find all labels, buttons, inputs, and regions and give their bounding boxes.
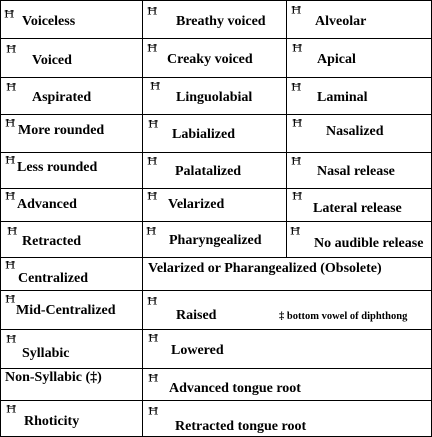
cell-label: Retracted [22, 234, 82, 249]
linguolabial-diacritic-icon: ꟸ [150, 79, 161, 101]
voiced-diacritic-icon: ꟸ [6, 42, 17, 64]
table-cell-span [142, 290, 432, 329]
table-cell [142, 152, 286, 188]
cell-label: Less rounded [17, 160, 98, 175]
aspirated-diacritic-icon: ꟸ [6, 80, 17, 102]
table-cell [0, 400, 142, 436]
palatalized-diacritic-icon: ꟸ [147, 154, 158, 176]
table-cell [286, 221, 432, 257]
no-audible-release-diacritic-icon: ꟸ [290, 224, 301, 246]
table-cell [286, 152, 432, 188]
cell-label: Centralized [18, 271, 88, 286]
less-rounded-diacritic-icon: ꟸ [5, 153, 16, 175]
syllabic-diacritic-icon: ꟸ [6, 332, 17, 354]
rhoticity-diacritic-icon: ꟸ [6, 402, 17, 424]
lateral-release-diacritic-icon: ꟸ [292, 189, 303, 211]
cell-label: No audible release [314, 236, 424, 251]
cell-label: Apical [317, 52, 356, 67]
table-cell [0, 188, 142, 221]
table-cell [0, 152, 142, 188]
table-cell [142, 0, 286, 38]
cell-label: More rounded [18, 123, 105, 138]
cell-label: Palatalized [175, 164, 242, 179]
table-cell [142, 77, 286, 114]
table-cell-span [142, 368, 432, 400]
cell-label: Linguolabial [176, 90, 253, 105]
table-cell [286, 0, 432, 38]
table-cell [0, 368, 142, 400]
nasalized-diacritic-icon: ꟸ [292, 116, 303, 138]
breathy-voiced-diacritic-icon: ꟸ [147, 4, 158, 26]
cell-label: Laminal [317, 90, 368, 105]
table-cell [142, 188, 286, 221]
nasal-release-diacritic-icon: ꟸ [291, 154, 302, 176]
cell-label: Rhoticity [24, 414, 80, 429]
cell-label: Advanced tongue root [169, 381, 301, 396]
velarized-diacritic-icon: ꟸ [147, 189, 158, 211]
mid-centralized-diacritic-icon: ꟸ [5, 292, 16, 314]
table-cell-span [142, 400, 432, 436]
lowered-diacritic-icon: ꟸ [148, 331, 159, 353]
cell-label: Mid-Centralized [16, 303, 116, 318]
cell-label: Voiceless [22, 14, 76, 29]
cell-label: Velarized [168, 197, 225, 212]
table-cell-span [142, 329, 432, 368]
table-cell [142, 114, 286, 152]
alveolar-diacritic-icon: ꟸ [291, 3, 302, 25]
cell-label: Labialized [172, 127, 236, 142]
table-cell [286, 114, 432, 152]
advanced-tongue-root-diacritic-icon: ꟸ [148, 371, 159, 393]
retracted-diacritic-icon: ꟸ [7, 224, 18, 246]
retracted-tongue-root-diacritic-icon: ꟸ [148, 404, 159, 426]
cell-label: Lateral release [313, 201, 402, 216]
cell-label: Aspirated [32, 90, 92, 105]
laminal-diacritic-icon: ꟸ [291, 80, 302, 102]
table-cell [142, 221, 286, 257]
table-cell [0, 221, 142, 257]
table-cell [286, 188, 432, 221]
raised-diacritic-icon: ꟸ [147, 294, 158, 316]
cell-label: Nasal release [317, 164, 395, 179]
voiceless-diacritic-icon: ꟸ [4, 7, 15, 29]
more-rounded-diacritic-icon: ꟸ [5, 116, 16, 138]
table-cell-span [142, 257, 432, 290]
creaky-voiced-diacritic-icon: ꟸ [147, 41, 158, 63]
table-cell [0, 257, 142, 290]
cell-label: Voiced [32, 53, 72, 68]
table-cell [286, 77, 432, 114]
advanced-diacritic-icon: ꟸ [5, 189, 16, 211]
cell-label: Nasalized [326, 124, 384, 139]
cell-label: Creaky voiced [167, 52, 253, 67]
cell-label: Syllabic [22, 346, 70, 361]
cell-label: Breathy voiced [176, 14, 266, 29]
table-cell [0, 290, 142, 329]
cell-label: Pharyngealized [169, 233, 262, 248]
diphthong-footnote: ‡ bottom vowel of diphthong [279, 311, 408, 322]
cell-label: Velarized or Pharangealized (Obsolete) [148, 261, 382, 276]
cell-label: Alveolar [315, 14, 367, 29]
table-cell [142, 38, 286, 77]
table-cell [0, 38, 142, 77]
table-cell [0, 114, 142, 152]
cell-label: Advanced [17, 197, 77, 212]
table-cell [0, 329, 142, 368]
labialized-diacritic-icon: ꟸ [148, 117, 159, 139]
table-cell [0, 0, 142, 38]
centralized-diacritic-icon: ꟸ [5, 258, 16, 280]
cell-label: Non-Syllabic (‡) [5, 370, 102, 385]
cell-label: Retracted tongue root [175, 419, 307, 434]
apical-diacritic-icon: ꟸ [292, 41, 303, 63]
cell-label: Lowered [171, 343, 224, 358]
cell-label: Raised [176, 308, 217, 323]
pharyngealized-diacritic-icon: ꟸ [146, 224, 157, 246]
table-cell [0, 77, 142, 114]
table-cell [286, 38, 432, 77]
